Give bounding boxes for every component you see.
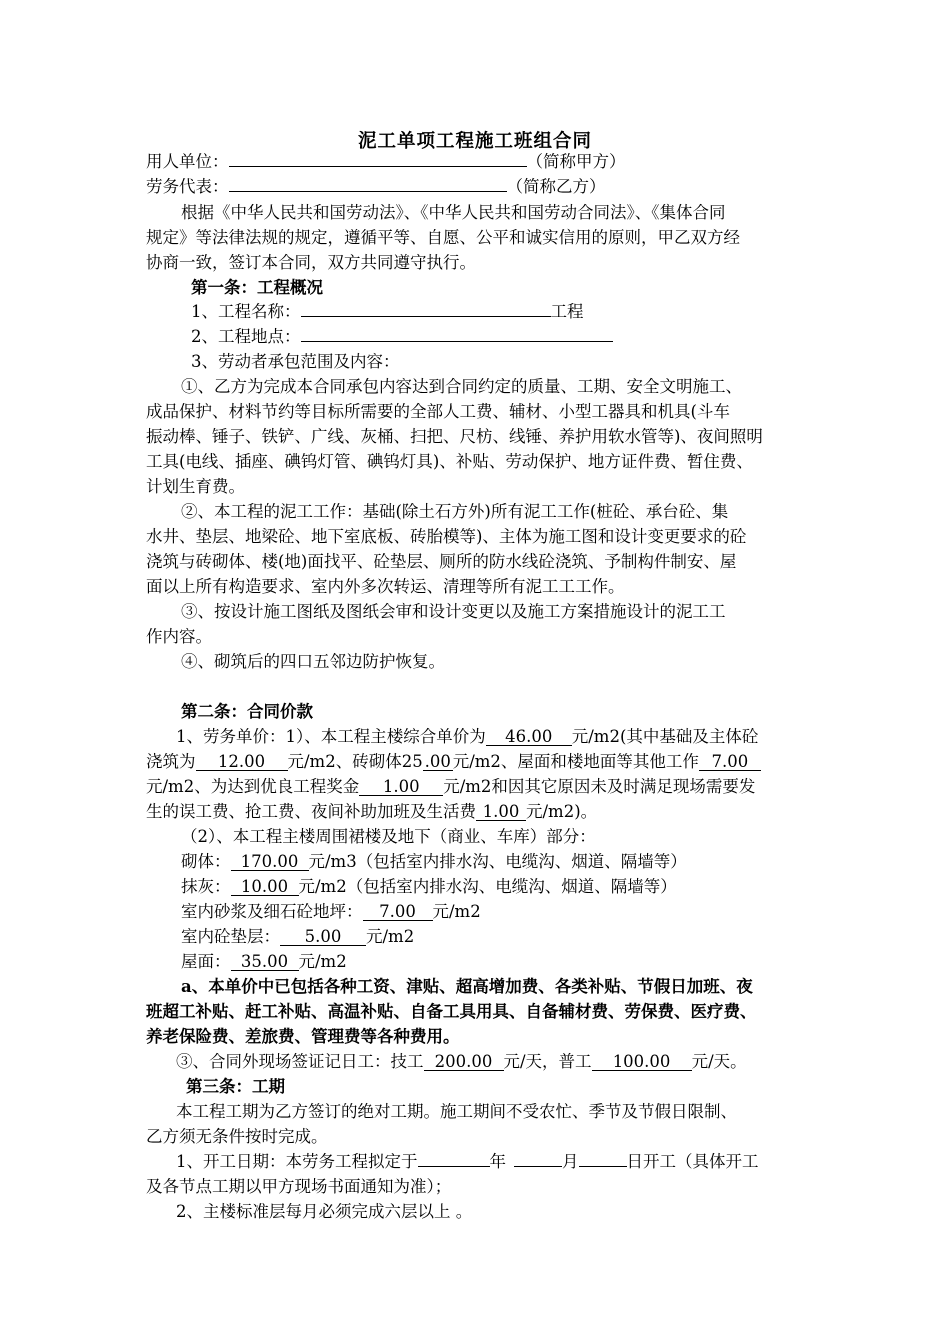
concrete-cushion-line: 室内砼垫层： 5.00 元/m2: [181, 927, 415, 946]
start-day-blank: [579, 1166, 627, 1167]
roof-price-value: 35.00: [231, 953, 299, 971]
concrete-price-value: 12.00: [196, 753, 288, 771]
start-date-line: 1、开工日期：本劳务工程拟定于 年 月 日开工（具体开工: [176, 1152, 759, 1171]
roof-line: 屋面： 35.00 元/m2: [181, 952, 347, 971]
scope-paragraph-1: 成品保护、材料节约等目标所需要的全部人工费、辅材、小型工器具和机具(斗车: [146, 402, 730, 421]
schedule-paragraph: 乙方须无条件按时完成。: [146, 1127, 328, 1146]
scope-paragraph-2: ②、本工程的泥工工作：基础(除土石方外)所有泥工工作(桩砼、承台砼、集: [181, 502, 729, 521]
scope-paragraph-2: 面以上所有构造要求、室内外多次转运、清理等所有泥工工工作。: [146, 577, 625, 596]
schedule-paragraph: 本工程工期为乙方签订的绝对工期。施工期间不受农忙、季节及节假日限制、: [176, 1102, 737, 1121]
employer-blank: [229, 166, 527, 167]
podium-heading: （2）、本工程主楼周围裙楼及地下（商业、车库）部分：: [181, 827, 596, 846]
project-location-line: 2、工程地点：: [191, 325, 613, 349]
scope-paragraph-1: 工具(电线、插座、碘钨灯管、碘钨灯具)、补贴、劳动保护、地方证件费、暂住费、: [146, 452, 753, 471]
masonry-price-value: 170.00: [231, 853, 309, 871]
concrete-cushion-price-value: 5.00: [280, 928, 366, 946]
day-labor-line: ③、合同外现场签证记日工：技工 200.00 元/天，普工 100.00 元/天。: [176, 1052, 747, 1071]
inclusions-note: 班超工补贴、赶工补贴、高温补贴、自备工具用具、自备辅材费、劳保费、医疗费、: [146, 1002, 757, 1021]
project-location-blank: [301, 341, 613, 342]
inclusions-note: 养老保险费、差旅费、管理费等各种费用。: [146, 1027, 460, 1046]
plaster-line: 抹灰： 10.00 元/m2（包括室内排水沟、电缆沟、烟道、隔墙等）: [181, 877, 677, 896]
scope-paragraph-1: 计划生育费。: [146, 477, 245, 496]
start-year-blank: [418, 1166, 490, 1167]
floor-progress-line: 2、主楼标准层每月必须完成六层以上 。: [176, 1202, 473, 1221]
employer-label: 用人单位：: [146, 152, 229, 171]
article-2-heading: 第二条：合同价款: [181, 702, 313, 721]
labor-rep-line: [146, 175, 606, 199]
scope-paragraph-3: 作内容。: [146, 627, 212, 646]
bonus-price-value: 1.00: [359, 778, 443, 796]
plaster-price-value: 10.00: [231, 878, 299, 896]
employer-note: （简称甲方）: [526, 152, 626, 171]
start-date-line: 及各节点工期以甲方现场书面通知为准）；: [146, 1177, 452, 1196]
unit-price-line: 元/m2、为达到优良工程奖金 1.00 元/m2和因其它原因未及时满足现场需要发: [146, 777, 756, 796]
scope-paragraph-4: ④、砌筑后的四口五邻边防护恢复。: [181, 652, 445, 671]
total-price-value: 46.00: [486, 728, 572, 746]
preamble-line: 规定》等法律法规的规定，遵循平等、自愿、公平和诚实信用的原则，甲乙双方经: [146, 228, 740, 247]
scope-heading: 3、劳动者承包范围及内容：: [191, 352, 400, 371]
misc-price-value: 1.00: [476, 803, 526, 821]
article-1-heading: 第一条：工程概况: [191, 278, 323, 297]
skilled-day-rate-value: 200.00: [424, 1053, 504, 1071]
preamble-line: 根据《中华人民共和国劳动法》、《中华人民共和国劳动合同法》、《集体合同: [181, 203, 726, 222]
brick-price-value: .00: [424, 752, 451, 771]
labor-rep-blank: [229, 191, 507, 192]
start-month-blank: [514, 1166, 562, 1167]
page-title: 泥工单项工程施工班组合同: [357, 131, 592, 152]
labor-rep-label: 劳务代表：: [146, 177, 229, 196]
scope-paragraph-1: ①、乙方为完成本合同承包内容达到合同约定的质量、工期、安全文明施工、: [181, 377, 742, 396]
other-work-price-value: 7.00: [699, 753, 761, 771]
inclusions-note: a、本单价中已包括各种工资、津贴、超高增加费、各类补贴、节假日加班、夜: [181, 977, 753, 996]
scope-paragraph-1: 振动棒、锤子、铁铲、广线、灰桶、扫把、尺枋、线锤、养护用软水管等)、夜间照明: [146, 427, 763, 446]
general-day-rate-value: 100.00: [592, 1053, 692, 1071]
preamble-line: 协商一致，签订本合同，双方共同遵守执行。: [146, 253, 476, 272]
scope-paragraph-2: 水井、垫层、地梁砼、地下室底板、砖胎模等)、主体为施工图和设计变更要求的砼: [146, 527, 747, 546]
employer-line: [146, 150, 626, 174]
unit-price-line: 浇筑为 12.00 元/m2、砖砌体25 .00 元/m2、屋面和楼地面等其他工作 7.00: [146, 750, 761, 774]
article-3-heading: 第三条：工期: [186, 1077, 285, 1096]
scope-paragraph-2: 浇筑与砖砌体、楼(地)面找平、砼垫层、厕所的防水线砼浇筑、予制构件制安、屋: [146, 552, 737, 571]
labor-rep-note: （简称乙方）: [506, 177, 606, 196]
floor-screed-price-value: 7.00: [363, 903, 433, 921]
masonry-line: 砌体： 170.00 元/m3（包括室内排水沟、电缆沟、烟道、隔墙等）: [181, 852, 687, 871]
scope-paragraph-3: ③、按设计施工图纸及图纸会审和设计变更以及施工方案措施设计的泥工工: [181, 602, 726, 621]
unit-price-line: 1、劳务单价：1）、本工程主楼综合单价为 46.00 元/m2(其中基础及主体砼: [176, 727, 759, 746]
unit-price-line: 生的误工费、抢工费、夜间补助加班及生活费 1.00 元/m2)。: [146, 802, 598, 821]
project-name-line: 1、工程名称： 工程: [191, 302, 584, 321]
project-name-blank: [301, 316, 551, 317]
floor-screed-line: 室内砂浆及细石砼地坪： 7.00 元/m2: [181, 902, 481, 921]
